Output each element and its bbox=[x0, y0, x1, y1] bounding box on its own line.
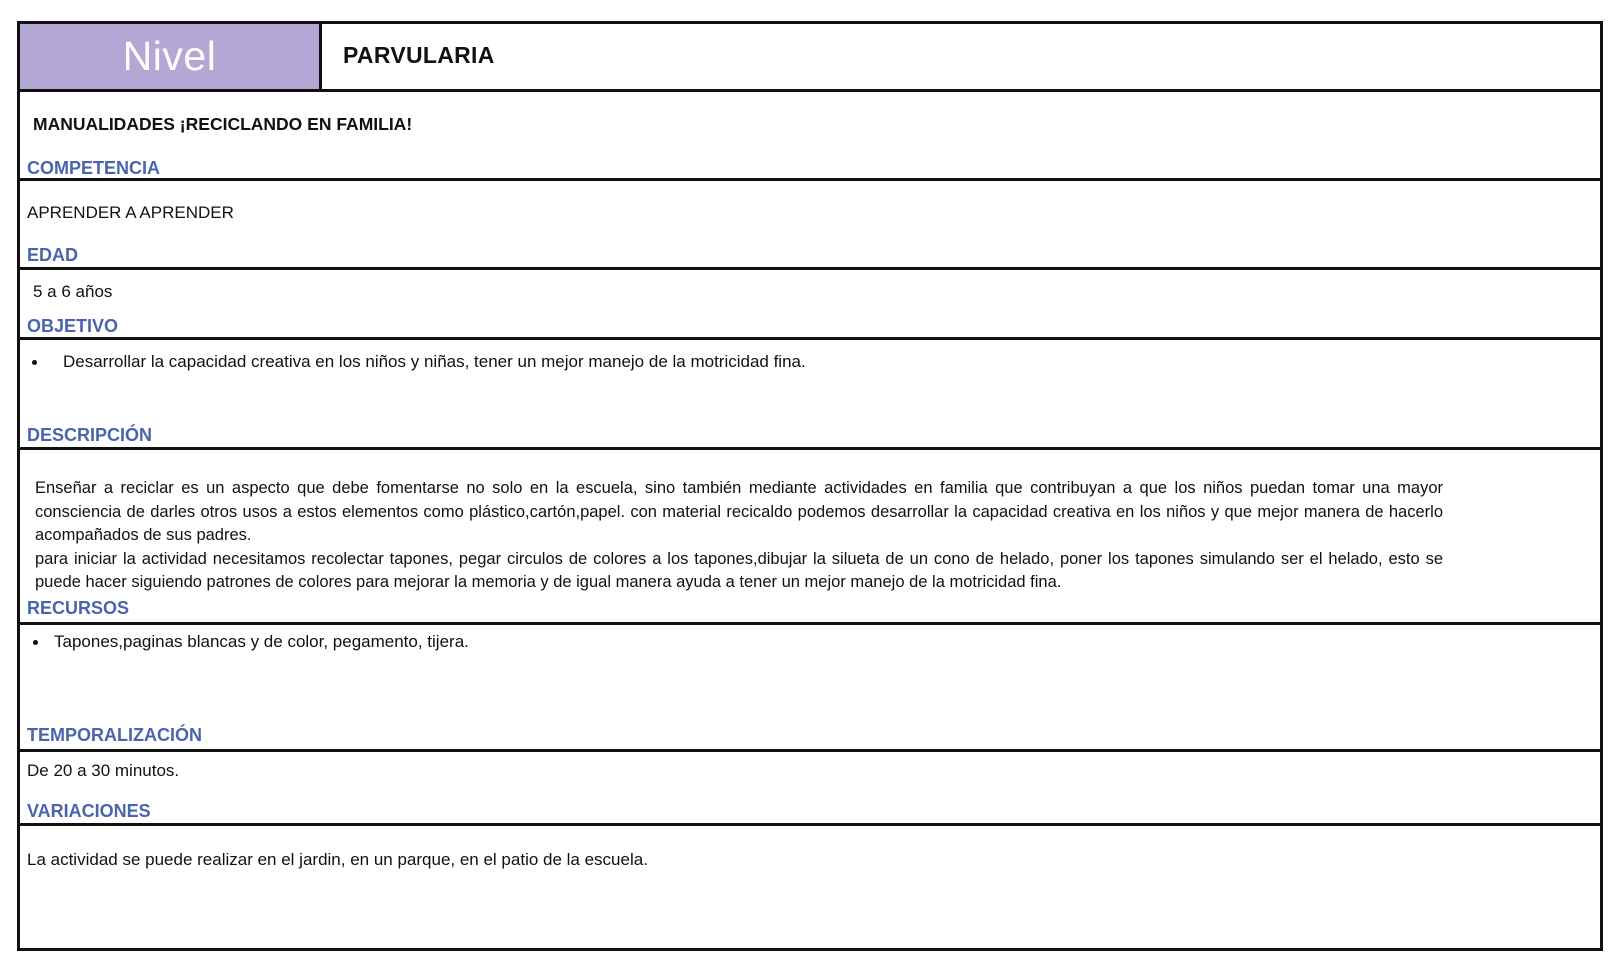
nivel-label: Nivel bbox=[122, 33, 217, 79]
activity-sheet bbox=[17, 21, 1603, 951]
divider-competencia bbox=[20, 178, 1600, 181]
recursos-item-text: Tapones,paginas blancas y de color, pegamento, tijera. bbox=[54, 632, 469, 651]
temporalizacion-value: De 20 a 30 minutos. bbox=[27, 761, 180, 780]
descripcion-paragraph: para iniciar la actividad necesitamos recolectar tapones, pegar circulos de colores a los tapones,dibujar la silueta de un cono de helado, poner los tapones simulando ser el helado, esto se puede hacer siguiendo patrones de colores para mejorar la memoria y de igual manera ayuda a tener un mejor manejo de la motricidad fina. bbox=[35, 549, 1443, 591]
activity-title: MANUALIDADES ¡RECICLANDO EN FAMILIA! bbox=[33, 114, 413, 134]
header-row bbox=[20, 24, 1600, 92]
descripcion-label: DESCRIPCIÓN bbox=[27, 425, 153, 445]
temporalizacion-label: TEMPORALIZACIÓN bbox=[27, 725, 202, 745]
competencia-value: APRENDER A APRENDER bbox=[27, 203, 234, 222]
divider-descripcion bbox=[20, 447, 1600, 450]
objetivo-list-item bbox=[32, 350, 806, 374]
competencia-label: COMPETENCIA bbox=[27, 158, 161, 178]
bullet-icon bbox=[32, 360, 37, 365]
variaciones-label: VARIACIONES bbox=[27, 801, 151, 821]
divider-edad bbox=[20, 267, 1600, 270]
edad-value: 5 a 6 años bbox=[33, 282, 113, 301]
objetivo-label: OBJETIVO bbox=[27, 316, 119, 336]
descripcion-body bbox=[35, 477, 1443, 595]
divider-variaciones bbox=[20, 823, 1600, 826]
recursos-list-item bbox=[33, 630, 469, 654]
nivel-cell bbox=[20, 24, 322, 89]
variaciones-value: La actividad se puede realizar en el jardin, en un parque, en el patio de la escuela. bbox=[27, 850, 648, 869]
divider-objetivo bbox=[20, 337, 1600, 340]
bullet-icon bbox=[33, 640, 38, 645]
objetivo-item-text: Desarrollar la capacidad creativa en los niños y niñas, tener un mejor manejo de la motricidad fina. bbox=[63, 352, 806, 371]
descripcion-paragraph: Enseñar a reciclar es un aspecto que debe fomentarse no solo en la escuela, sino también mediante actividades en familia que contribuyan a que los niños puedan tomar una mayor consciencia de darles otros usos a estos elementos como plástico,cartón,papel. con material recicaldo podemos desarrollar la capacidad creativa en los niños y que mejor manera de hacerlo acompañados de sus padres. bbox=[35, 479, 1443, 544]
recursos-label: RECURSOS bbox=[27, 598, 130, 618]
nivel-value: PARVULARIA bbox=[343, 42, 495, 68]
divider-temporalizacion bbox=[20, 749, 1600, 752]
edad-label: EDAD bbox=[27, 245, 79, 265]
divider-recursos bbox=[20, 622, 1600, 625]
